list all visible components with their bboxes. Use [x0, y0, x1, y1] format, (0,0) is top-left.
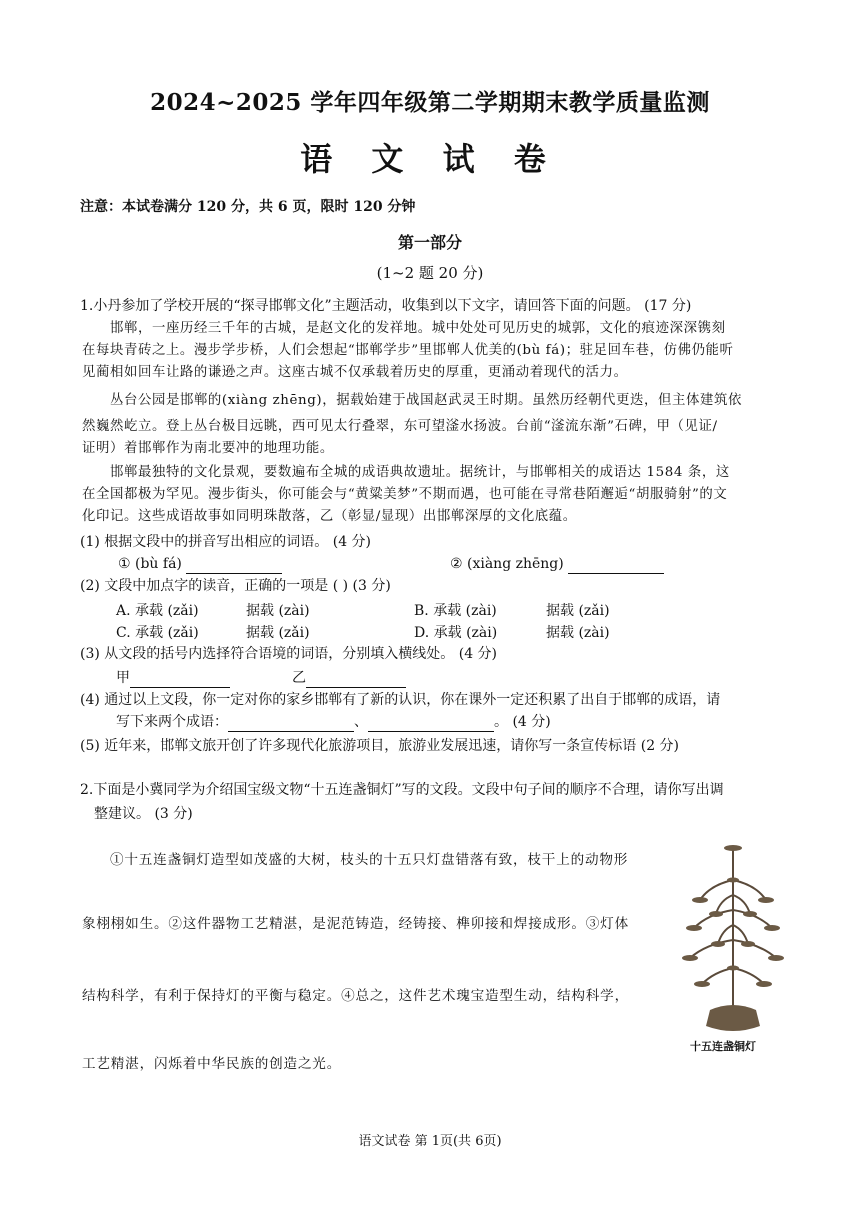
option-a-left: A. 承载 (zǎi)	[116, 603, 199, 619]
q1-stem: 1.小丹参加了学校开展的“探寻邯郸文化”主题活动，收集到以下文字，请回答下面的问题。 (17 分)	[80, 298, 692, 314]
q2-passage-line3: 结构科学，有利于保持灯的平衡与稳定。④总之，这件艺术瑰宝造型生动，结构科学，	[82, 988, 629, 1004]
option-c-right: 据载 (zǎi)	[246, 625, 310, 641]
bronze-lamp-image	[680, 840, 786, 1040]
q1-sub3-b	[292, 668, 406, 688]
q1-passage-1	[82, 318, 782, 384]
q1-p2-line3: 证明）着邯郸作为南北要冲的地理功能。	[82, 441, 334, 456]
q1-sub4-line2	[116, 712, 551, 732]
exam-subtitle: 语 文 试 卷	[300, 140, 560, 178]
option-d-right: 据载 (zài)	[546, 625, 610, 641]
q1-p2-line2: 然巍然屹立。登上丛台极目远眺，西可见太行叠翠，东可望滏水扬波。台前“滏流东渐”石碑，甲（见证/	[82, 419, 718, 434]
answer-blank[interactable]	[130, 673, 230, 688]
exam-note: 注意：本试卷满分 120 分，共 6 页，限时 120 分钟	[80, 199, 416, 215]
option-b-right: 据载 (zǎi)	[546, 603, 610, 619]
q2-passage-line2: 象栩栩如生。②这件器物工艺精湛，是泥范铸造，经铸接、榫卯接和焊接成形。③灯体	[82, 916, 629, 932]
answer-blank[interactable]	[186, 559, 282, 574]
answer-blank[interactable]	[368, 717, 494, 732]
answer-blank[interactable]	[306, 673, 406, 688]
q1-sub4-line1: (4) 通过以上文段，你一定对你的家乡邯郸有了新的认识，你在课外一定还积累了出自于邯郸的成语，请	[80, 692, 721, 708]
q1-p1-line1: 邯郸，一座历经三千年的古城，是赵文化的发祥地。城中处处可见历史的城郭，文化的痕迹深深镌刻	[110, 321, 726, 336]
q1-passage-3	[82, 462, 782, 528]
q2-passage-line1: ①十五连盏铜灯造型如茂盛的大树，枝头的十五只灯盘错落有致，枝干上的动物形	[110, 852, 629, 868]
q2-stem-line2: 整建议。 (3 分)	[94, 806, 193, 822]
q1-passage-2	[82, 390, 782, 460]
q1-p2-line1: 丛台公园是邯郸的(xiàng zhēng)，据载始建于战国赵武灵王时期。虽然历经朝代更迭，但主体建筑依	[110, 393, 742, 408]
q2-stem-line1: 2.下面是小冀同学为介绍国宝级文物“十五连盏铜灯”写的文段。文段中句子间的顺序不合理，请你写出调	[80, 782, 724, 798]
q1-sub1-b-label: ② (xiàng zhēng)	[450, 556, 564, 572]
q1-p3-line3: 化印记。这些成语故事如同明珠散落，乙（彰显/显现）出邯郸深厚的文化底蕴。	[82, 509, 577, 524]
q1-sub5: (5) 近年来，邯郸文旅开创了许多现代化旅游项目，旅游业发展迅速，请你写一条宣传标语 (2 分)	[80, 738, 680, 754]
q1-sub4-prompt: 写下来两个成语：	[116, 714, 228, 730]
answer-blank[interactable]	[568, 559, 664, 574]
q1-p1-line2: 在每块青砖之上。漫步学步桥，人们会想起“邯郸学步”里邯郸人优美的(bù fá)；驻足回车巷，仿佛仍能听	[82, 343, 734, 358]
q1-sub2: (2) 文段中加点字的读音，正确的一项是 ( ) (3 分)	[80, 578, 391, 594]
q1-sub1-b	[450, 554, 664, 574]
page-footer: 语文试卷 第 1页(共 6页)	[358, 1134, 502, 1149]
part-score: (1~2 题 20 分)	[376, 264, 484, 282]
q1-sub4-sep: 、	[354, 714, 368, 730]
option-d-left: D. 承载 (zài)	[414, 625, 498, 641]
answer-blank[interactable]	[228, 717, 354, 732]
exam-title: 2024~2025 学年四年级第二学期期末教学质量监测	[150, 89, 710, 116]
q1-sub1: (1) 根据文段中的拼音写出相应的词语。 (4 分)	[80, 534, 372, 550]
option-b-left: B. 承载 (zài)	[414, 603, 497, 619]
q1-sub4-score: 。 (4 分)	[494, 714, 551, 730]
part-label: 第一部分	[397, 233, 462, 252]
q1-sub1-a-label: ① (bù fá)	[118, 556, 182, 572]
lamp-caption: 十五连盏铜灯	[690, 1040, 756, 1053]
q1-sub3-a	[116, 668, 230, 688]
option-a-right: 据载 (zài)	[246, 603, 310, 619]
q1-sub3-b-label: 乙	[292, 670, 306, 686]
q1-p3-line2: 在全国都极为罕见。漫步街头，你可能会与“黄粱美梦”不期而遇，也可能在寻常巷陌邂逅“胡服骑射”的文	[82, 487, 728, 502]
q1-sub3: (3) 从文段的括号内选择符合语境的词语，分别填入横线处。 (4 分)	[80, 646, 498, 662]
q1-p1-line3: 见蔺相如回车让路的谦逊之声。这座古城不仅承载着历史的厚重，更涌动着现代的活力。	[82, 365, 628, 380]
q2-passage-line4: 工艺精湛，闪烁着中华民族的创造之光。	[82, 1056, 342, 1072]
option-c-left: C. 承载 (zǎi)	[116, 625, 199, 641]
q1-sub1-a	[118, 554, 282, 574]
q1-p3-line1: 邯郸最独特的文化景观，要数遍布全城的成语典故遗址。据统计，与邯郸相关的成语达 1584 条，这	[110, 465, 730, 480]
q1-sub3-a-label: 甲	[116, 670, 130, 686]
